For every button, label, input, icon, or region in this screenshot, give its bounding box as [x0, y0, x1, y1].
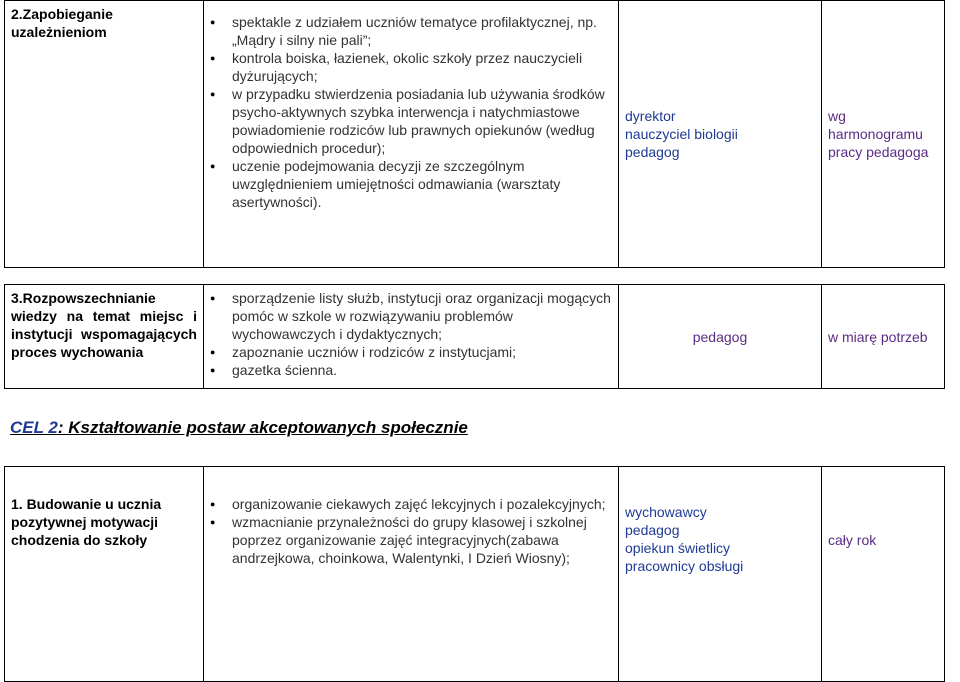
activities-cell: [204, 1, 619, 268]
topic-cell: [5, 467, 204, 682]
responsible-cell: [619, 467, 822, 682]
activities-list: [210, 289, 612, 379]
table-goal1-row2: [4, 0, 945, 268]
activities-list: [210, 495, 612, 567]
activities-cell: [204, 285, 619, 389]
goal-text: : Kształtowanie postaw akceptowanych społecznie: [57, 418, 468, 437]
table-goal2-row1: [4, 466, 945, 682]
topic-text: 2.Zapobieganie uzależnieniom: [11, 6, 113, 40]
topic-cell: [5, 1, 204, 268]
activities-list: [210, 13, 612, 211]
deadline-cell: [822, 285, 945, 389]
deadline-text: w miarę potrzeb: [828, 328, 928, 345]
table-row: [5, 467, 945, 682]
list-item: ● kontrola boiska, łazienek, okolic szkoły przez nauczycieli dyżurujących;: [232, 49, 612, 85]
responsible-cell: [619, 285, 822, 389]
table-goal1-row3: [4, 284, 945, 389]
deadline-text: wg harmonogramu pracy pedagoga: [828, 108, 929, 160]
table-row: [5, 285, 945, 389]
responsible-cell: [619, 1, 822, 268]
list-item: ● zapoznanie uczniów i rodziców z instytucjami;: [232, 343, 612, 361]
responsible-text: dyrektor nauczyciel biologii pedagog: [625, 108, 738, 160]
table-row: [5, 1, 945, 268]
topic-cell: [5, 285, 204, 389]
goal-heading: [10, 418, 468, 438]
topic-text: 3.Rozpowszechnianie wiedzy na temat miejsc i instytucji wspomagających proces wychowania: [11, 290, 197, 360]
list-item: ● sporządzenie listy służb, instytucji oraz organizacji mogących pomóc w szkole w rozwiązywaniu problemów wychowawczych i dydaktycznych;: [232, 289, 612, 343]
responsible-text: wychowawcy pedagog opiekun świetlicy pracownicy obsługi: [625, 504, 744, 574]
goal-prefix: CEL 2: [10, 418, 58, 437]
list-item: ● organizowanie ciekawych zajęć lekcyjnych i pozalekcyjnych;: [232, 495, 612, 513]
list-item: ● spektakle z udziałem uczniów tematyce profilaktycznej, np. „Mądry i silny nie pali”;: [232, 13, 612, 49]
list-item: ● uczenie podejmowania decyzji ze szczególnym uwzględnieniem umiejętności odmawiania (warsztaty asertywności).: [232, 157, 612, 211]
deadline-cell: [822, 467, 945, 682]
topic-text: 1. Budowanie u ucznia pozytywnej motywacji chodzenia do szkoły: [11, 496, 162, 548]
responsible-text: pedagog: [692, 328, 748, 345]
deadline-text: cały rok: [828, 532, 877, 548]
activities-cell: [204, 467, 619, 682]
list-item: ● gazetka ścienna.: [232, 361, 612, 379]
list-item: ● w przypadku stwierdzenia posiadania lub używania środków psycho-aktywnych szybka interwencja i natychmiastowe powiadomienie rodziców lub prawnych opiekunów (według odpowiednich procedur);: [232, 85, 612, 157]
list-item: ● wzmacnianie przynależności do grupy klasowej i szkolnej poprzez organizowanie zajęć integracyjnych(zabawa andrzejkowa, choinkowa, Walentynki, I Dzień Wiosny);: [232, 513, 612, 567]
deadline-cell: [822, 1, 945, 268]
